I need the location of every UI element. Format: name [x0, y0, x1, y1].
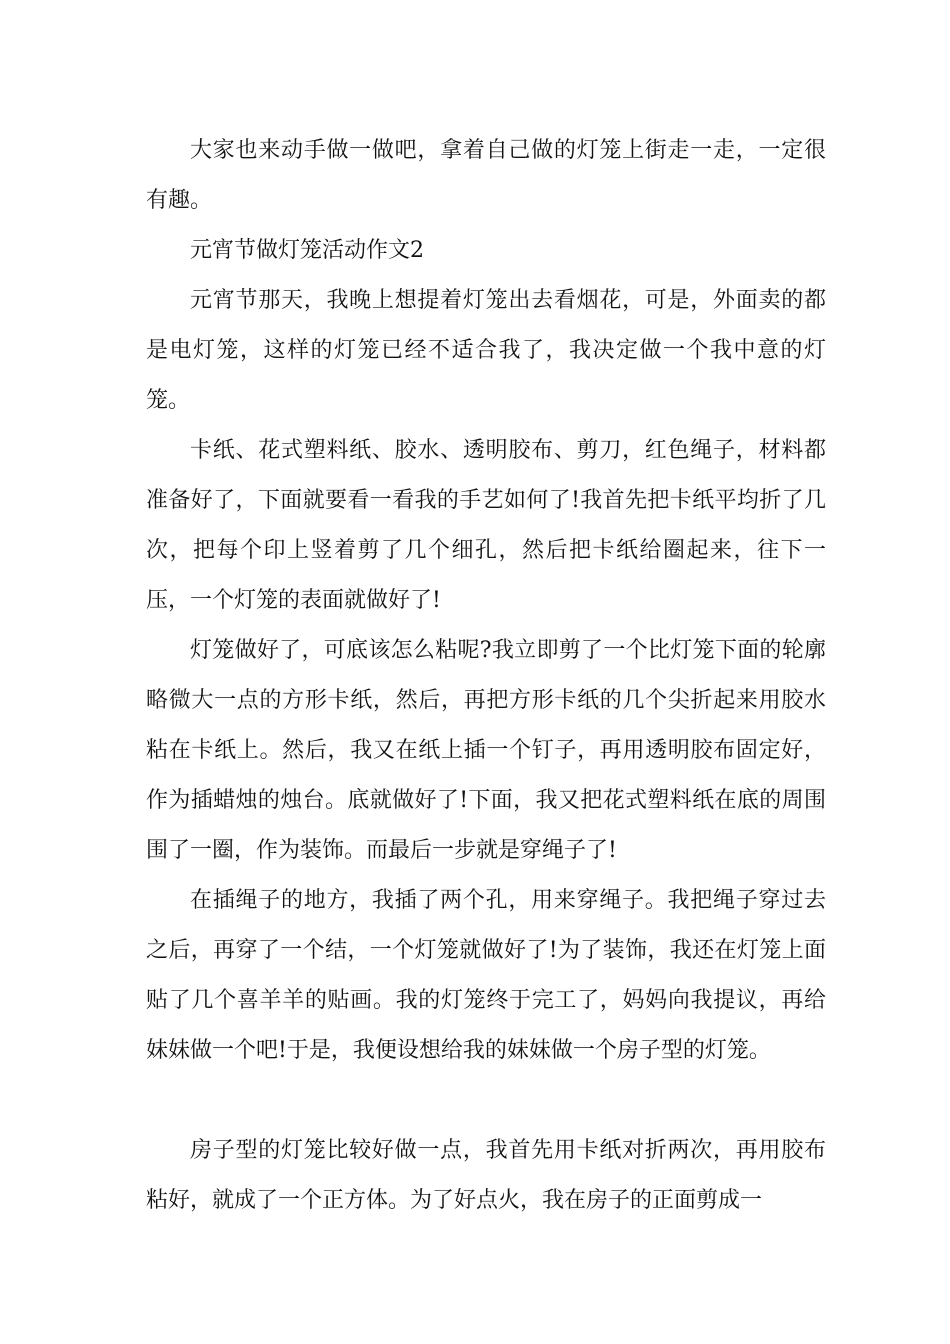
paragraph-5: 房子型的灯笼比较好做一点，我首先用卡纸对折两次，再用胶布粘好，就成了一个正方体。为了好点火，我在房子的正面剪成一 [146, 1138, 826, 1213]
paragraph-1: 元宵节那天，我晚上想提着灯笼出去看烟花，可是，外面卖的都是电灯笼，这样的灯笼已经不适合我了，我决定做一个我中意的灯笼。 [146, 288, 826, 413]
paragraph-intro-end: 大家也来动手做一做吧，拿着自己做的灯笼上街走一走，一定很有趣。 [146, 138, 826, 213]
essay-title: 元宵节做灯笼活动作文2 [190, 238, 424, 263]
paragraph-3: 灯笼做好了，可底该怎么粘呢?我立即剪了一个比灯笼下面的轮廓略微大一点的方形卡纸，然后，再把方形卡纸的几个尖折起来用胶水粘在卡纸上。然后，我又在纸上插一个钉子，再用透明胶布固定好，作为插蜡烛的烛台。底就做好了!下面，我又把花式塑料纸在底的周围围了一圈，作为装饰。而最后一步就是穿绳子了! [146, 638, 826, 863]
paragraph-spacer [146, 1076, 826, 1126]
paragraph-4: 在插绳子的地方，我插了两个孔，用来穿绳子。我把绳子穿过去之后，再穿了一个结，一个灯笼就做好了!为了装饰，我还在灯笼上面贴了几个喜羊羊的贴画。我的灯笼终于完工了，妈妈向我提议，再给妹妹做一个吧!于是，我便设想给我的妹妹做一个房子型的灯笼。 [146, 888, 826, 1063]
paragraph-2: 卡纸、花式塑料纸、胶水、透明胶布、剪刀，红色绳子，材料都准备好了，下面就要看一看我的手艺如何了!我首先把卡纸平均折了几次，把每个印上竖着剪了几个细孔，然后把卡纸给圈起来，往下一压，一个灯笼的表面就做好了! [146, 438, 826, 613]
document-body [146, 126, 826, 1226]
